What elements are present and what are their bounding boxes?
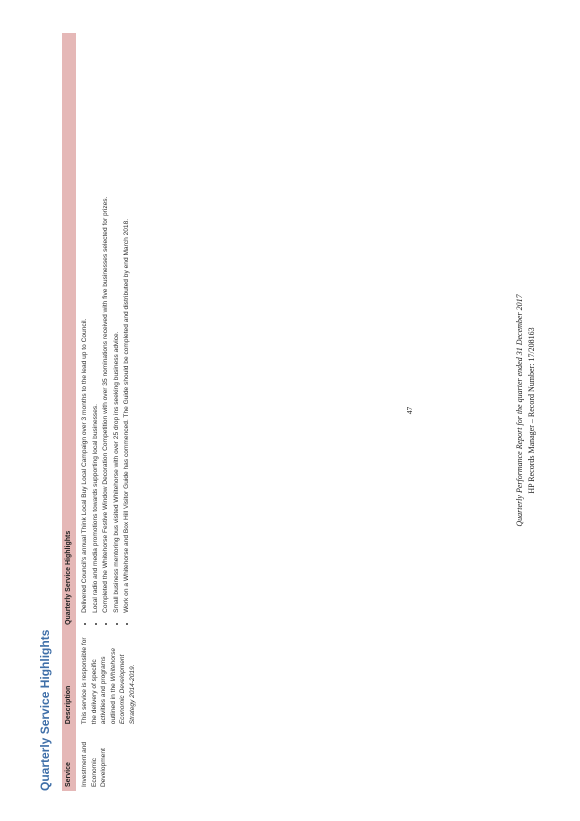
header-service: Service bbox=[62, 728, 76, 791]
service-cell: Investment and Economic Development bbox=[81, 741, 108, 787]
description-cell bbox=[76, 629, 142, 728]
record-number: HP Records Manager – Record Number: 17/208163 bbox=[527, 327, 536, 494]
service-highlights-table bbox=[62, 33, 142, 791]
description-text: This service is responsible for the delivery of specific activities and programs outlined in the bbox=[81, 637, 117, 725]
section-heading: Quarterly Service Highlights bbox=[38, 629, 52, 791]
highlights-cell bbox=[76, 33, 142, 629]
page-number: 47 bbox=[405, 406, 414, 415]
list-item: • Work on a Whitehorse and Box Hill Visitor Guide has commenced. The Guide should be completed and distributed by end March 2018. bbox=[122, 37, 132, 615]
table-header-row bbox=[62, 33, 76, 791]
list-item: • Completed the Whitehorse Festive Window Decoration Competition with over 35 nominations received with five businesses selected for prizes. bbox=[101, 37, 111, 615]
list-item: • Local radio and media promotions towards supporting local businesses. bbox=[91, 37, 101, 615]
report-title: Quarterly Performance Report for the quarter ended 31 December 2017 bbox=[515, 294, 524, 527]
list-item: • Delivered Council's annual Think Local Buy Local Campaign over 3 months to the lead up to Council. bbox=[80, 37, 90, 615]
strategy-name: Whitehorse Economic Development Strategy 2014-2019. bbox=[109, 647, 136, 725]
table-row bbox=[76, 33, 142, 791]
highlights-list bbox=[80, 37, 132, 625]
list-item: • Small business mentoring bus visited Whitehorse with over 25 drop ins seeking business advice. bbox=[112, 37, 122, 615]
header-highlights: Quarterly Service Highlights bbox=[62, 33, 76, 629]
header-description: Description bbox=[62, 629, 76, 728]
